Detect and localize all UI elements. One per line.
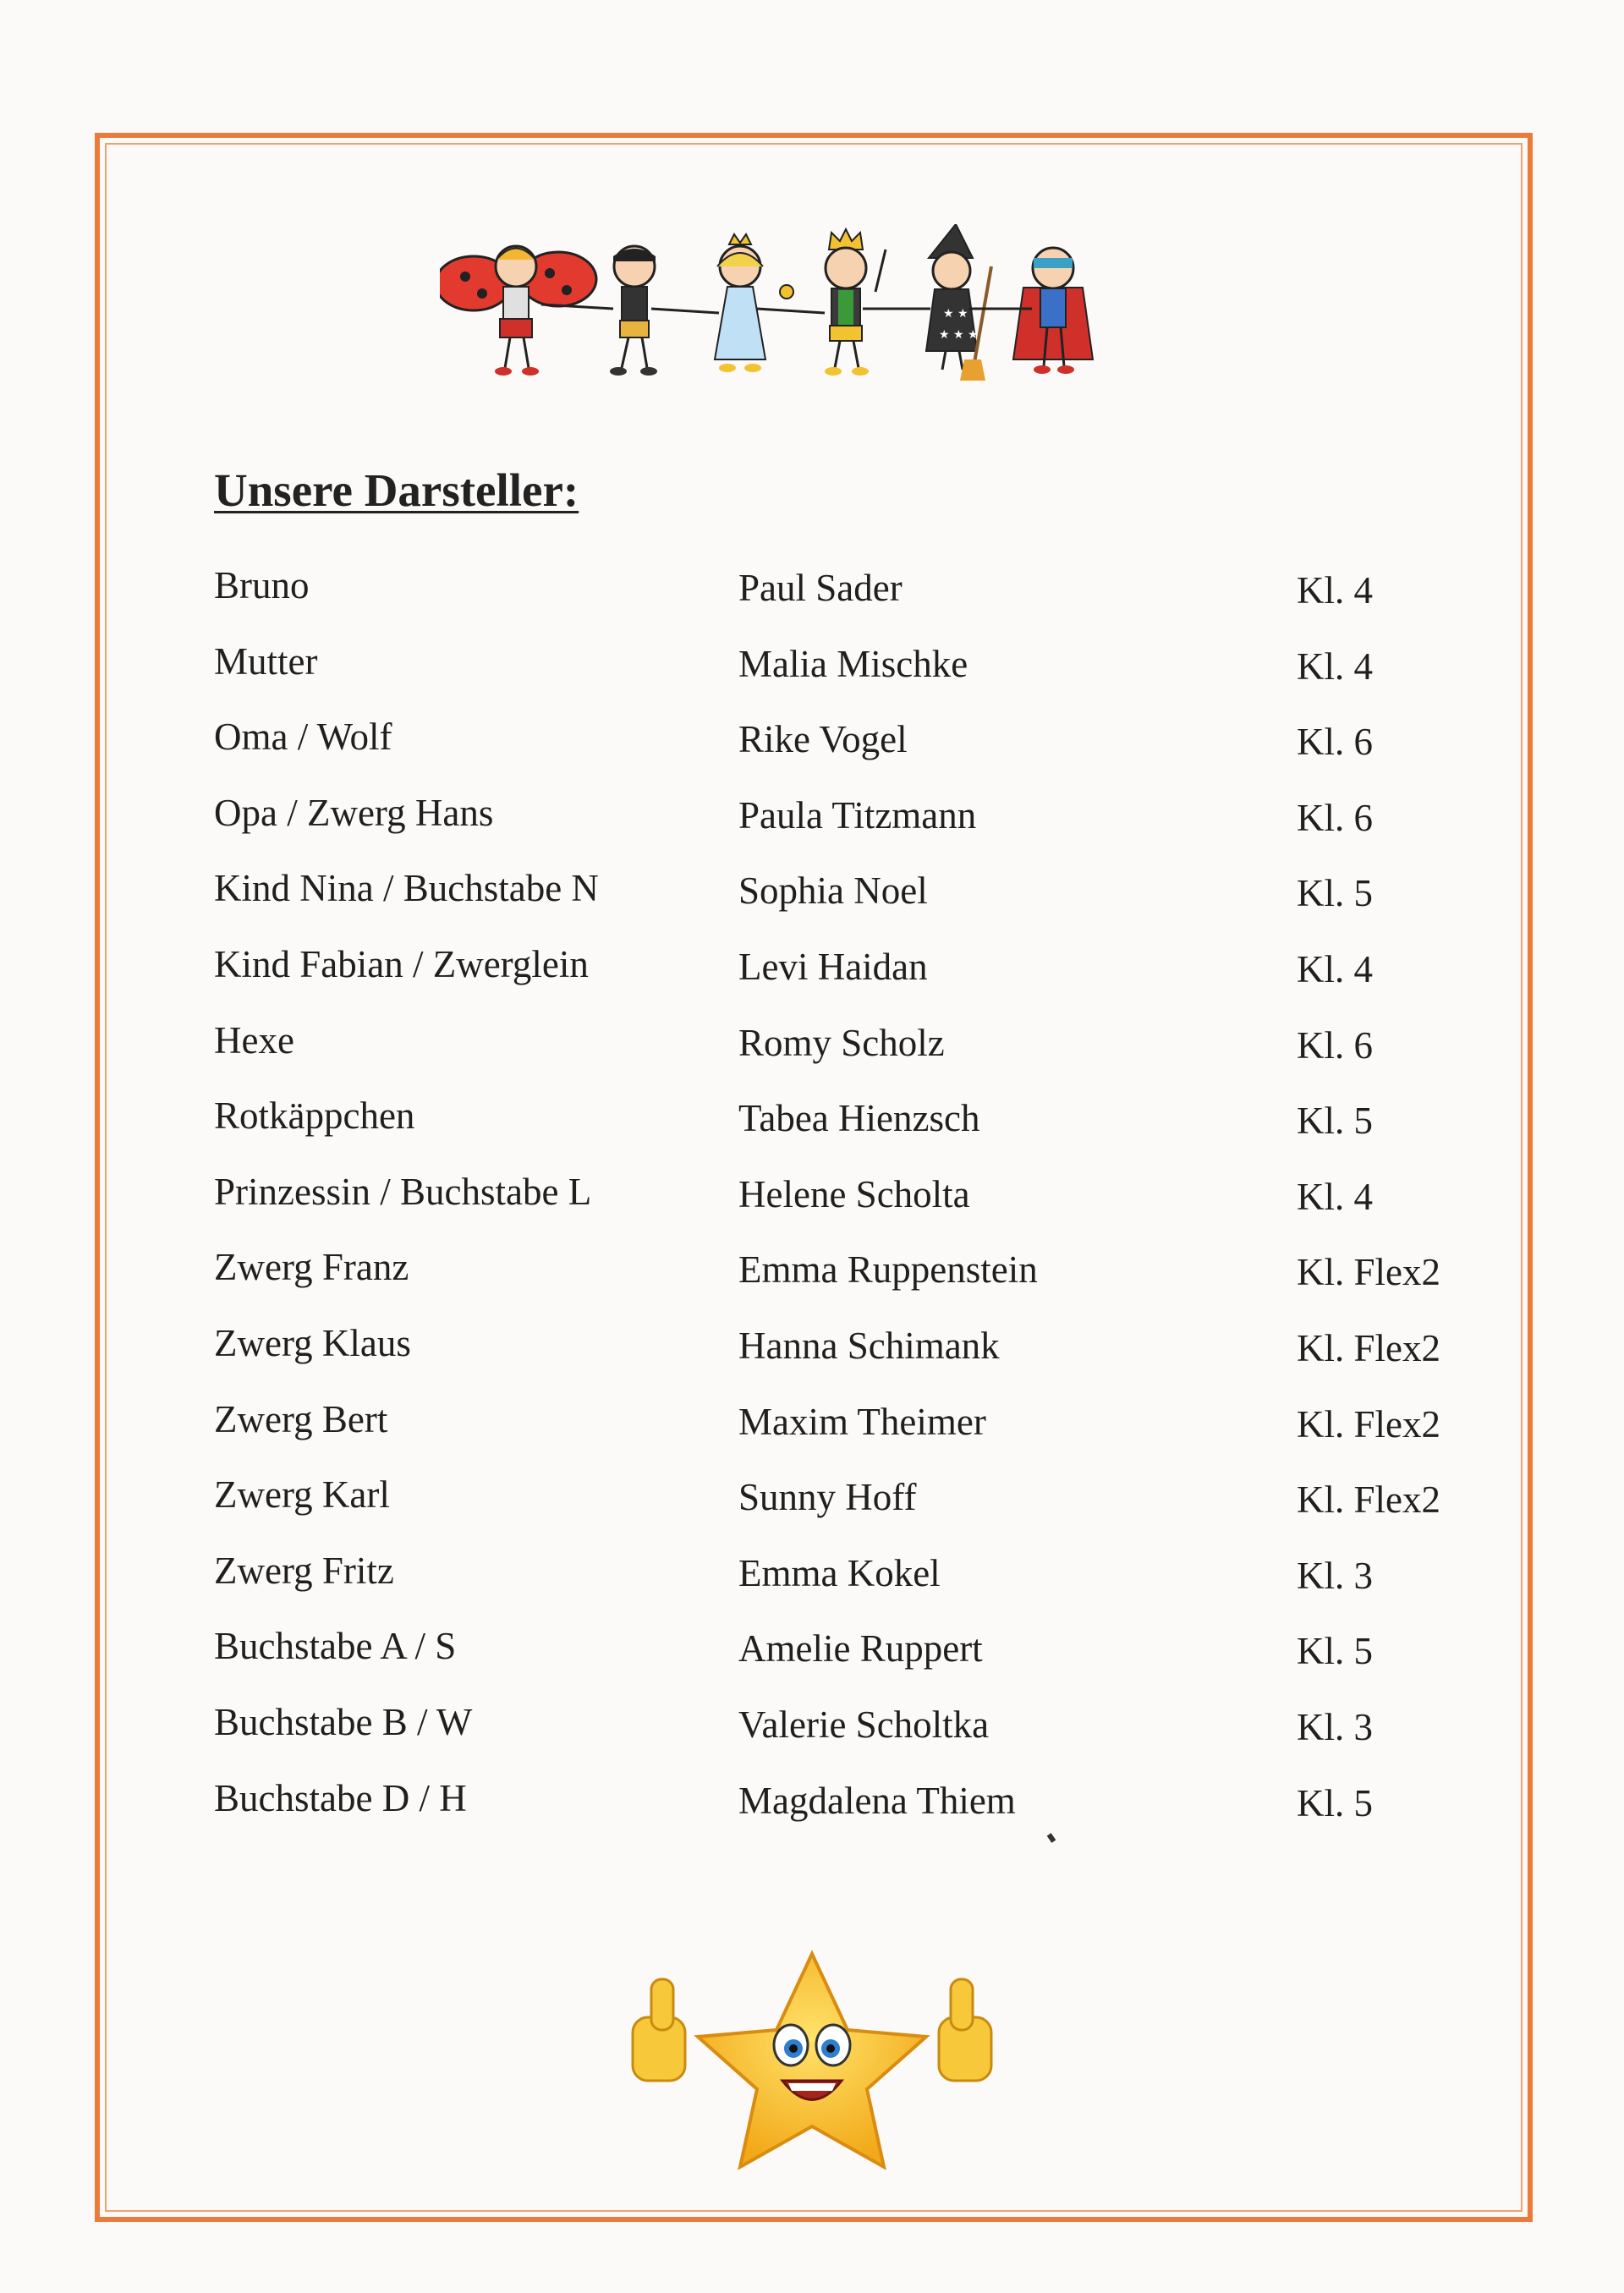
cast-actor: Paul Sader — [738, 567, 903, 609]
cast-row — [214, 1169, 1483, 1245]
cast-actor: Sophia Noel — [738, 869, 928, 913]
cast-actor: Levi Haidan — [738, 945, 928, 988]
cast-actor: Emma Ruppenstein — [738, 1248, 1038, 1292]
cast-actor: Maxim Theimer — [738, 1400, 986, 1443]
cast-actor: Magdalena Thiem — [738, 1779, 1016, 1822]
cast-class: Kl. 5 — [1297, 1781, 1373, 1824]
cast-class: Kl. Flex2 — [1297, 1251, 1441, 1294]
cast-role: Kind Fabian / Zwerglein — [214, 942, 589, 985]
cast-row — [214, 1093, 1483, 1169]
cast-class: Kl. 4 — [1297, 645, 1373, 688]
cast-class: Kl. 4 — [1297, 947, 1373, 990]
cast-list — [214, 562, 1483, 1851]
cast-actor: Romy Scholz — [738, 1021, 945, 1064]
cast-role: Prinzessin / Buchstabe L — [214, 1170, 592, 1213]
cast-class: Kl. 4 — [1297, 569, 1373, 612]
cast-actor: Paula Titzmann — [738, 793, 977, 837]
cast-row — [214, 1472, 1483, 1548]
cast-role: Buchstabe D / H — [214, 1776, 467, 1819]
cast-class: Kl. 5 — [1297, 1100, 1373, 1143]
cast-row — [214, 865, 1483, 941]
cast-actor: Malia Mischke — [738, 642, 968, 685]
cast-class: Kl. 5 — [1297, 1630, 1373, 1673]
cast-row — [214, 1244, 1483, 1320]
cast-class: Kl. 5 — [1297, 872, 1373, 915]
cast-class: Kl. Flex2 — [1297, 1402, 1441, 1445]
cast-role: Zwerg Karl — [214, 1473, 390, 1517]
cast-class: Kl. 6 — [1297, 796, 1373, 839]
cast-role: Buchstabe A / S — [214, 1625, 457, 1668]
cast-class: Kl. 6 — [1297, 721, 1373, 764]
cast-role: Zwerg Bert — [214, 1397, 388, 1440]
cast-class: Kl. 6 — [1297, 1023, 1373, 1067]
thumbs-up-star-icon — [626, 1945, 998, 2182]
cast-role: Hexe — [214, 1018, 294, 1061]
cast-role: Kind Nina / Buchstabe N — [214, 867, 599, 910]
cast-row — [214, 1775, 1483, 1851]
cast-actor: Tabea Hienzsch — [738, 1097, 980, 1140]
cast-row — [214, 639, 1483, 715]
cast-role: Zwerg Klaus — [214, 1321, 411, 1364]
cast-row — [214, 1018, 1483, 1094]
cast-row — [214, 1623, 1483, 1699]
cast-row — [214, 562, 1483, 639]
cast-actor: Amelie Ruppert — [738, 1627, 983, 1670]
cast-row — [214, 1699, 1483, 1775]
cast-row — [214, 1396, 1483, 1473]
cast-row — [214, 941, 1483, 1018]
cast-row — [214, 714, 1483, 790]
cast-role: Mutter — [214, 639, 318, 683]
costumed-children-row-icon — [440, 224, 1150, 393]
cast-class: Kl. 3 — [1297, 1705, 1373, 1748]
cast-class: Kl. 3 — [1297, 1554, 1373, 1597]
cast-actor: Sunny Hoff — [738, 1476, 917, 1519]
cast-actor: Emma Kokel — [738, 1551, 941, 1594]
page-title: Unsere Darsteller: — [214, 464, 579, 516]
cast-class: Kl. Flex2 — [1297, 1326, 1441, 1369]
cast-row — [214, 790, 1483, 866]
cast-class: Kl. 4 — [1297, 1175, 1373, 1218]
cast-role: Opa / Zwerg Hans — [214, 791, 494, 834]
cast-actor: Helene Scholta — [738, 1172, 970, 1215]
cast-row — [214, 1320, 1483, 1396]
svg-text:★ ★: ★ ★ — [943, 307, 968, 321]
cast-role: Bruno — [214, 564, 310, 606]
svg-text:★ ★ ★: ★ ★ ★ — [939, 328, 979, 342]
cast-actor: Hanna Schimank — [738, 1324, 1000, 1367]
cast-role: Oma / Wolf — [214, 716, 392, 759]
cast-role: Zwerg Franz — [214, 1246, 409, 1289]
cast-role: Buchstabe B / W — [214, 1700, 473, 1743]
cast-role: Zwerg Fritz — [214, 1549, 394, 1592]
cast-actor: Rike Vogel — [738, 718, 908, 761]
cast-role: Rotkäppchen — [214, 1094, 415, 1138]
cast-row — [214, 1548, 1483, 1624]
cast-class: Kl. Flex2 — [1297, 1478, 1441, 1522]
cast-actor: Valerie Scholtka — [738, 1703, 990, 1746]
